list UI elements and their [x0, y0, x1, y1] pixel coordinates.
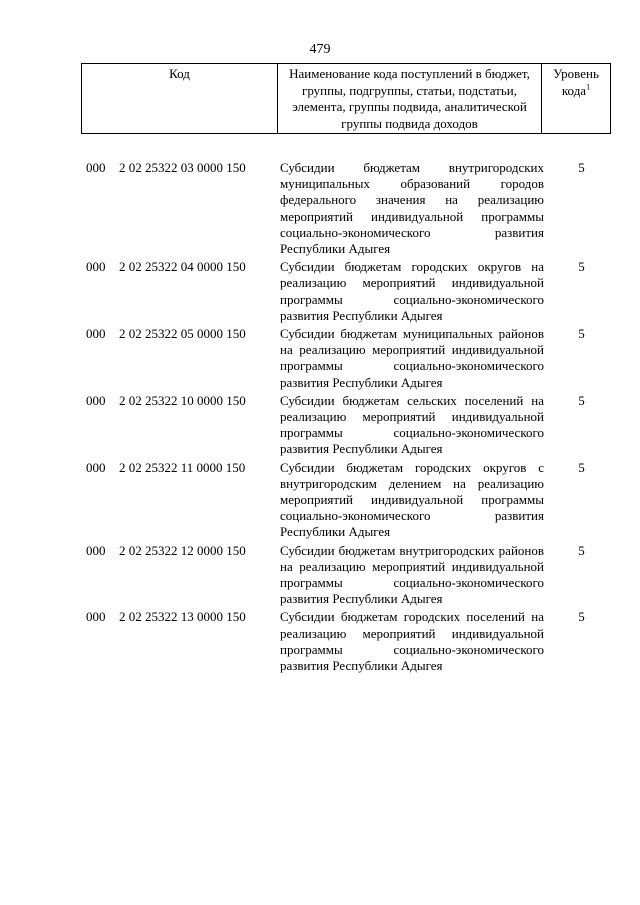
income-name-cell: Субсидии бюджетам внутригородских районов на реализацию мероприятий индивидуальной программы социально-экономического развития Республики Адыгея — [280, 542, 544, 607]
admin-code-cell: 000 — [86, 459, 106, 475]
table-body — [81, 160, 616, 676]
code-level-cell: 5 — [578, 160, 585, 175]
code-level-cell: 5 — [578, 326, 585, 342]
header-code — [82, 64, 278, 134]
code-level-cell: 5 — [578, 392, 585, 408]
admin-code-cell: 000 — [86, 609, 106, 625]
income-name-cell: Субсидии бюджетам внутригородских муниципальных образований городов федерального значения на реализацию мероприятий индивидуальной программы социально-экономического развития Республики Адыгея — [280, 160, 544, 257]
table-row — [81, 460, 616, 543]
income-code-cell: 2 02 25322 04 0000 150 — [119, 259, 246, 275]
income-code-cell: 2 02 25322 13 0000 150 — [119, 609, 246, 625]
table-row — [81, 609, 616, 676]
header-level-label: Уровень кода — [553, 66, 599, 98]
income-name-cell: Субсидии бюджетам городских округов с внутригородским делением на реализацию мероприятий индивидуальной программы социально-экономического развития Республики Адыгея — [280, 459, 544, 540]
table-row — [81, 543, 616, 610]
admin-code-cell: 000 — [86, 392, 106, 408]
header-name-label: Наименование кода поступлений в бюджет, группы, подгруппы, статьи, подстатьи, элемента, группы подвида, аналитической группы подвида доходов — [289, 66, 530, 131]
income-codes-table — [81, 160, 616, 676]
table-header — [81, 63, 611, 134]
code-level-cell: 5 — [578, 259, 585, 275]
table-row — [81, 326, 616, 393]
income-name-cell: Субсидии бюджетам сельских поселений на реализацию мероприятий индивидуальной программы социально-экономического развития Республики Адыгея — [280, 392, 544, 457]
admin-code-cell: 000 — [86, 542, 106, 558]
table-row — [81, 259, 616, 326]
income-name-cell: Субсидии бюджетам городских округов на реализацию мероприятий индивидуальной программы социально-экономического развития Республики Адыгея — [280, 259, 544, 323]
income-name-cell: Субсидии бюджетам городских поселений на реализацию мероприятий индивидуальной программы социально-экономического развития Республики Адыгея — [280, 609, 544, 674]
header-name — [278, 64, 542, 134]
admin-code-cell: 000 — [86, 259, 106, 275]
page-number: 479 — [309, 42, 331, 57]
income-code-cell: 2 02 25322 11 0000 150 — [119, 459, 246, 475]
income-code-cell: 2 02 25322 12 0000 150 — [119, 542, 246, 558]
header-code-label: Код — [169, 66, 190, 81]
admin-code-cell: 000 — [86, 326, 106, 342]
income-code-cell: 2 02 25322 03 0000 150 — [119, 160, 246, 175]
header-level — [542, 64, 611, 134]
code-level-cell: 5 — [578, 459, 585, 475]
income-code-cell: 2 02 25322 05 0000 150 — [119, 326, 246, 342]
admin-code-cell: 000 — [86, 160, 106, 175]
code-level-cell: 5 — [578, 609, 585, 625]
income-name-cell: Субсидии бюджетам муниципальных районов на реализацию мероприятий индивидуальной программы социально-экономического развития Республики Адыгея — [280, 326, 544, 390]
table-row — [81, 393, 616, 460]
footnote-marker: 1 — [586, 82, 591, 92]
table-row — [81, 160, 616, 259]
income-code-cell: 2 02 25322 10 0000 150 — [119, 392, 246, 408]
code-level-cell: 5 — [578, 542, 585, 558]
